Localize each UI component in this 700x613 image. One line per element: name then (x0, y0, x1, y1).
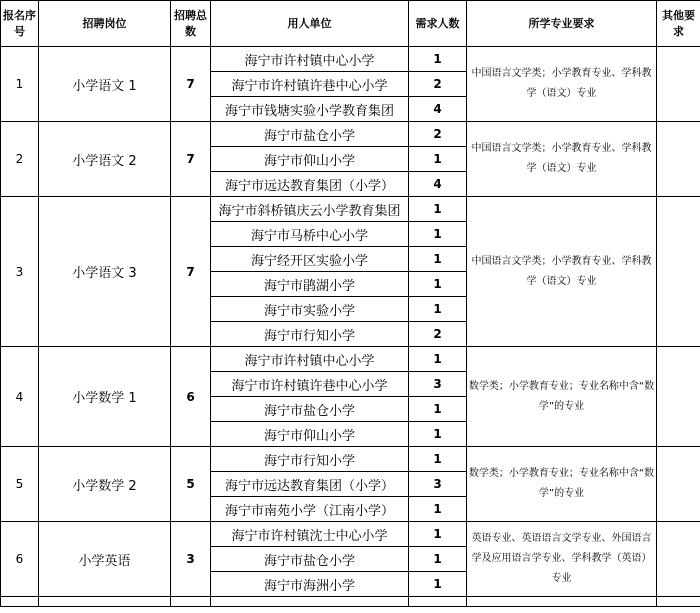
employer-unit: 海宁市许村镇许巷中心小学 (211, 372, 409, 397)
demand-count: 1 (409, 297, 467, 322)
table-body (1, 47, 700, 607)
demand-count: 1 (409, 197, 467, 222)
header-total: 招聘总数 (171, 1, 211, 47)
demand-count: 1 (409, 497, 467, 522)
table-row (1, 47, 700, 72)
employer-unit: 海宁市钱塘实验小学教育集团 (211, 97, 409, 122)
empty-cell (657, 597, 700, 607)
employer-unit: 海宁市远达教育集团（小学） (211, 472, 409, 497)
employer-unit: 海宁市马桥中心小学 (211, 222, 409, 247)
demand-count: 1 (409, 47, 467, 72)
empty-cell (39, 597, 171, 607)
post-name: 小学英语 (39, 522, 171, 597)
demand-count: 1 (409, 572, 467, 597)
employer-unit: 海宁市许村镇沈士中心小学 (211, 522, 409, 547)
table-row (1, 347, 700, 372)
employer-unit: 海宁市仰山小学 (211, 422, 409, 447)
demand-count: 4 (409, 172, 467, 197)
header-row (1, 1, 700, 47)
demand-count: 1 (409, 422, 467, 447)
header-no: 报名序号 (1, 1, 39, 47)
major-requirement: 数学类；小学教育专业；专业名称中含“数学”的专业 (467, 447, 657, 522)
major-requirement: 中国语言文学类；小学教育专业、学科教学（语文）专业 (467, 47, 657, 122)
empty-cell (211, 597, 409, 607)
recruit-total: 3 (171, 522, 211, 597)
table-row (1, 522, 700, 547)
demand-count: 1 (409, 147, 467, 172)
recruit-total: 7 (171, 122, 211, 197)
apply-number: 4 (1, 347, 39, 447)
employer-unit: 海宁市远达教育集团（小学） (211, 172, 409, 197)
header-post: 招聘岗位 (39, 1, 171, 47)
other-requirement (657, 197, 700, 347)
demand-count: 3 (409, 472, 467, 497)
apply-number: 2 (1, 122, 39, 197)
demand-count: 1 (409, 347, 467, 372)
major-requirement: 数学类；小学教育专业；专业名称中含“数学”的专业 (467, 347, 657, 447)
empty-cell (1, 597, 39, 607)
recruit-total: 7 (171, 197, 211, 347)
employer-unit: 海宁市海洲小学 (211, 572, 409, 597)
employer-unit: 海宁市盐仓小学 (211, 397, 409, 422)
major-requirement: 英语专业、英语语言文学专业、外国语言学及应用语言学专业、学科教学（英语）专业 (467, 522, 657, 597)
demand-count: 1 (409, 522, 467, 547)
recruit-total: 6 (171, 347, 211, 447)
employer-unit: 海宁市许村镇许巷中心小学 (211, 72, 409, 97)
employer-unit: 海宁经开区实验小学 (211, 247, 409, 272)
header-major: 所学专业要求 (467, 1, 657, 47)
employer-unit: 海宁市实验小学 (211, 297, 409, 322)
empty-cell (171, 597, 211, 607)
employer-unit: 海宁市斜桥镇庆云小学教育集团 (211, 197, 409, 222)
demand-count: 2 (409, 72, 467, 97)
major-requirement: 中国语言文学类；小学教育专业、学科教学（语文）专业 (467, 122, 657, 197)
post-name: 小学语文 3 (39, 197, 171, 347)
recruit-total: 5 (171, 447, 211, 522)
post-name: 小学语文 1 (39, 47, 171, 122)
header-other: 其他要求 (657, 1, 700, 47)
employer-unit: 海宁市南苑小学（江南小学） (211, 497, 409, 522)
employer-unit: 海宁市盐仓小学 (211, 547, 409, 572)
apply-number: 5 (1, 447, 39, 522)
demand-count: 2 (409, 322, 467, 347)
table-row (1, 447, 700, 472)
demand-count: 1 (409, 397, 467, 422)
employer-unit: 海宁市鹃湖小学 (211, 272, 409, 297)
employer-unit: 海宁市行知小学 (211, 447, 409, 472)
table-row (1, 197, 700, 222)
demand-count: 1 (409, 272, 467, 297)
employer-unit: 海宁市许村镇中心小学 (211, 47, 409, 72)
demand-count: 1 (409, 247, 467, 272)
apply-number: 6 (1, 522, 39, 597)
employer-unit: 海宁市盐仓小学 (211, 122, 409, 147)
demand-count: 4 (409, 97, 467, 122)
post-name: 小学数学 2 (39, 447, 171, 522)
employer-unit: 海宁市许村镇中心小学 (211, 347, 409, 372)
empty-cell (409, 597, 467, 607)
apply-number: 1 (1, 47, 39, 122)
demand-count: 2 (409, 122, 467, 147)
post-name: 小学语文 2 (39, 122, 171, 197)
empty-cell (467, 597, 657, 607)
table-row-partial (1, 597, 700, 607)
other-requirement (657, 447, 700, 522)
major-requirement: 中国语言文学类；小学教育专业、学科教学（语文）专业 (467, 197, 657, 347)
other-requirement (657, 122, 700, 197)
other-requirement (657, 522, 700, 597)
demand-count: 1 (409, 222, 467, 247)
employer-unit: 海宁市行知小学 (211, 322, 409, 347)
demand-count: 1 (409, 547, 467, 572)
other-requirement (657, 347, 700, 447)
other-requirement (657, 47, 700, 122)
header-count: 需求人数 (409, 1, 467, 47)
post-name: 小学数学 1 (39, 347, 171, 447)
employer-unit: 海宁市仰山小学 (211, 147, 409, 172)
apply-number: 3 (1, 197, 39, 347)
table-row (1, 122, 700, 147)
demand-count: 1 (409, 447, 467, 472)
recruit-total: 7 (171, 47, 211, 122)
header-unit: 用人单位 (211, 1, 409, 47)
demand-count: 3 (409, 372, 467, 397)
